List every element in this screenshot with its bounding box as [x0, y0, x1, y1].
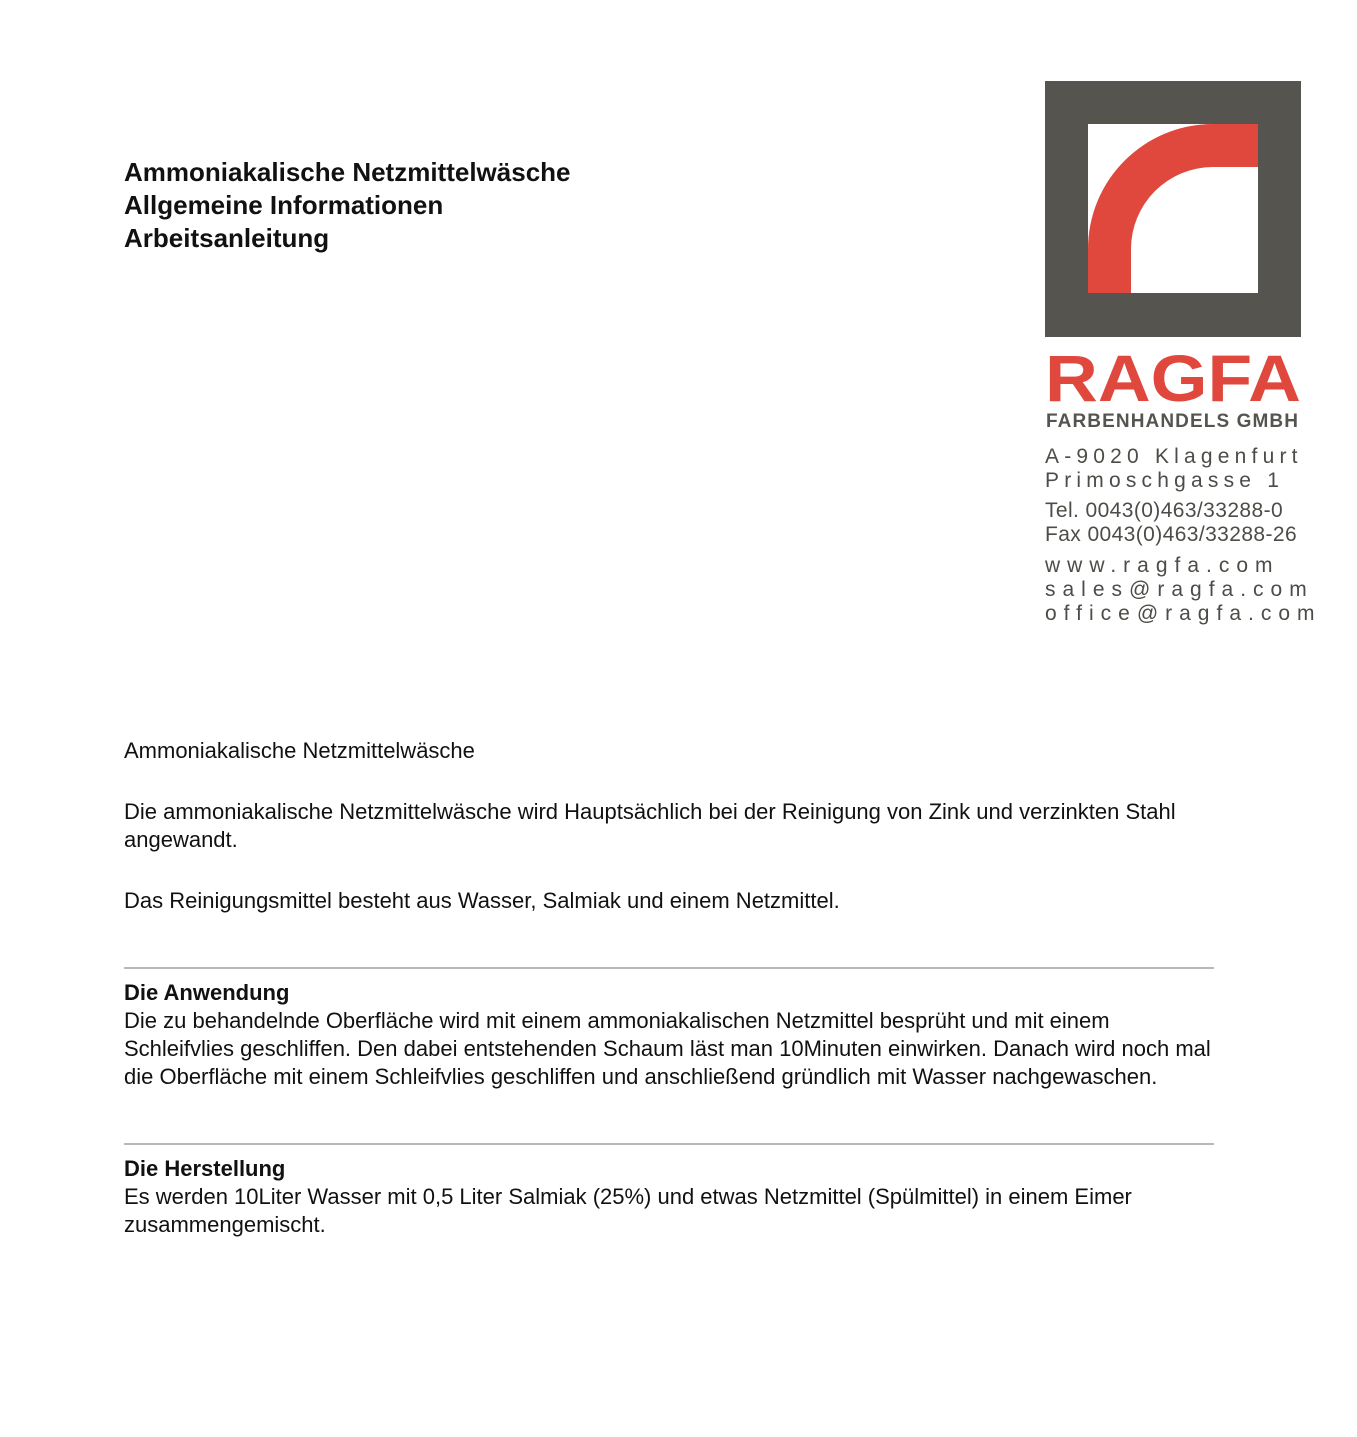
intro-paragraph-1: Die ammoniakalische Netzmittelwäsche wird Hauptsächlich bei der Reinigung von Zink und verzinkten Stahl angewandt.: [124, 799, 1176, 852]
ragfa-logo-mark-icon: [1045, 81, 1301, 337]
section-heading-anwendung: Die Anwendung: [124, 980, 290, 1005]
section-text-anwendung: Die zu behandelnde Oberfläche wird mit einem ammoniakalischen Netzmittel besprüht und mit einem Schleifvlies geschliffen. Den dabei entstehenden Schaum läst man 10Minuten einwirken. Danach wird noch mal die Oberfläche mit einem Schleifvlies geschliffen und anschließend gründlich mit Wasser nachgewaschen.: [124, 1008, 1211, 1089]
address-street: Primoschgasse 1: [1045, 469, 1285, 492]
company-web-email: [1045, 554, 1322, 626]
title-line-3: Arbeitsanleitung: [124, 223, 330, 253]
company-subtitle: FARBENHANDELS GMBH: [1046, 411, 1300, 432]
intro-heading: Ammoniakalische Netzmittelwäsche: [124, 738, 475, 763]
website: www.ragfa.com: [1045, 554, 1280, 577]
section-text-herstellung: Es werden 10Liter Wasser mit 0,5 Liter Salmiak (25%) und etwas Netzmittel (Spülmittel) in einem Eimer zusammengemischt.: [124, 1184, 1132, 1237]
fax-number: Fax 0043(0)463/33288-26: [1045, 523, 1298, 546]
phone-number: Tel. 0043(0)463/33288-0: [1045, 499, 1284, 522]
email-sales: sales@ragfa.com: [1045, 578, 1314, 601]
section-divider: [124, 967, 1214, 969]
section-heading-herstellung: Die Herstellung: [124, 1156, 286, 1181]
company-name: [1045, 349, 1303, 405]
company-name-text: RAGFA: [1045, 349, 1301, 405]
company-logo: [1045, 81, 1322, 625]
email-office: office@ragfa.com: [1045, 602, 1322, 625]
company-address: [1045, 445, 1303, 493]
address-city: A-9020 Klagenfurt: [1045, 445, 1303, 468]
document-title: [124, 156, 571, 255]
title-line-1: Ammoniakalische Netzmittelwäsche: [124, 157, 571, 187]
section-divider: [124, 1143, 1214, 1145]
title-line-2: Allgemeine Informationen: [124, 190, 444, 220]
company-phone-fax: [1045, 499, 1303, 547]
document-body: [124, 737, 1214, 1239]
intro-paragraph-2: Das Reinigungsmittel besteht aus Wasser, Salmiak und einem Netzmittel.: [124, 888, 840, 913]
